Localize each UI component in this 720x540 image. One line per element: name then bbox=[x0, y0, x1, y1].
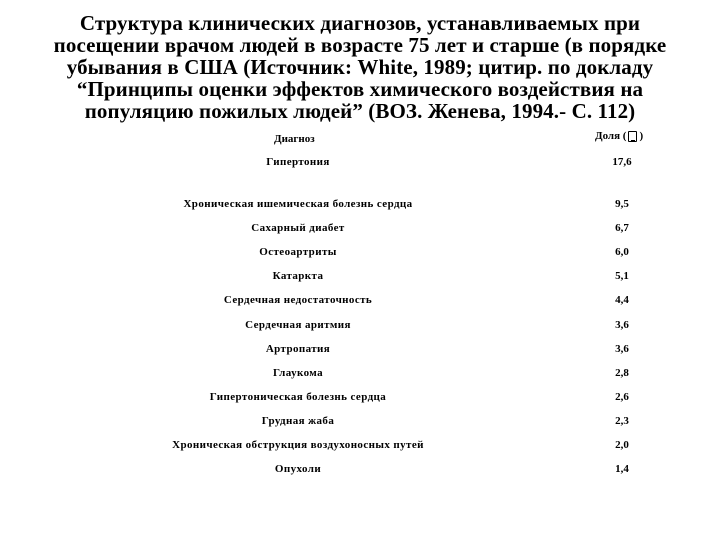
diagnosis-name: Сахарный диабет bbox=[251, 222, 345, 234]
diagnosis-name: Катаркта bbox=[272, 270, 324, 282]
diagnosis-share: 6,7 bbox=[615, 222, 629, 234]
table-row bbox=[0, 292, 720, 308]
diagnosis-name: Гипертоническая болезнь сердца bbox=[209, 391, 387, 403]
title-line: Структура клинических диагнозов, устанавливаемых при bbox=[79, 11, 641, 35]
title-line: убывания в США (Источник: White, 1989; цитир. по докладу bbox=[66, 55, 654, 79]
table-row bbox=[0, 220, 720, 236]
table-row bbox=[0, 154, 720, 170]
diagnosis-share: 4,4 bbox=[615, 294, 629, 306]
diagnosis-name: Остеоартриты bbox=[259, 246, 337, 258]
diagnosis-share: 2,8 bbox=[615, 367, 629, 379]
diagnosis-name: Хроническая ишемическая болезнь сердца bbox=[183, 198, 413, 210]
diagnosis-share: 17,6 bbox=[612, 156, 632, 168]
diagnosis-share: 2,0 bbox=[615, 439, 629, 451]
title-line: “Принципы оценки эффектов химического воздействия на bbox=[76, 77, 644, 101]
header-share-prefix: Доля ( bbox=[595, 130, 627, 142]
diagnosis-name: Хроническая обструкция воздухоносных путей bbox=[172, 439, 424, 451]
header-share-suffix: ) bbox=[639, 130, 644, 142]
title-line: посещении врачом людей в возрасте 75 лет и старше (в порядке bbox=[53, 33, 667, 57]
diagnosis-share: 6,0 bbox=[615, 246, 629, 258]
table-row bbox=[0, 196, 720, 212]
diagnosis-share: 9,5 bbox=[615, 198, 629, 210]
diagnosis-name: Гипертония bbox=[266, 156, 330, 168]
diagnosis-share: 2,6 bbox=[615, 391, 629, 403]
header-diagnosis: Диагноз bbox=[274, 133, 315, 145]
diagnosis-share: 3,6 bbox=[615, 319, 629, 331]
diagnosis-name: Грудная жаба bbox=[261, 415, 335, 427]
diagnosis-name: Сердечная аритмия bbox=[245, 319, 351, 331]
diagnosis-share: 5,1 bbox=[615, 270, 629, 282]
title-line: популяцию пожилых людей” (ВОЗ. Женева, 1994.- С. 112) bbox=[84, 99, 636, 123]
table-row bbox=[0, 365, 720, 381]
table-row bbox=[0, 437, 720, 453]
table-row bbox=[0, 244, 720, 260]
table-row bbox=[0, 389, 720, 405]
diagnosis-share: 1,4 bbox=[615, 463, 629, 475]
diagnosis-name: Сердечная недостаточность bbox=[223, 294, 373, 306]
table-row bbox=[0, 317, 720, 333]
diagnosis-name: Артропатия bbox=[265, 343, 331, 355]
diagnosis-share: 2,3 bbox=[615, 415, 629, 427]
diagnosis-name: Опухоли bbox=[274, 463, 322, 475]
table-row bbox=[0, 341, 720, 357]
table-row bbox=[0, 461, 720, 477]
table-row bbox=[0, 268, 720, 284]
diagnosis-share: 3,6 bbox=[615, 343, 629, 355]
table-row bbox=[0, 413, 720, 429]
diagnosis-name: Глаукома bbox=[273, 367, 323, 379]
